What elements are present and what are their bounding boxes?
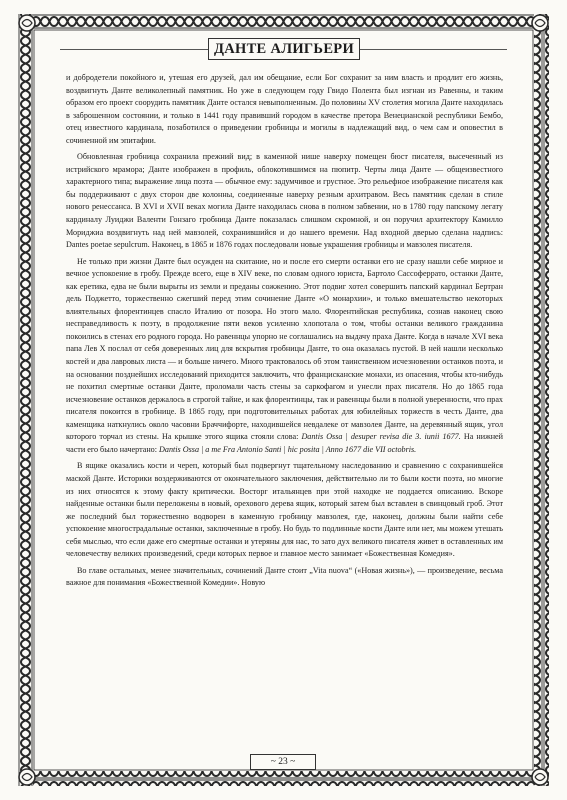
body-text (66, 72, 503, 752)
inscription-bottom: Dantis Ossa | a me Fra Antonio Santi | hic posita | Anno 1677 die VII octobris. (159, 444, 417, 454)
page-number-text: ~ 23 ~ (270, 757, 296, 767)
paragraph: и добродетели покойного и, утешая его друзей, дал им обещание, если Бог сохранит за ним власть и продлит его жизнь, воздвигнуть Данте великолепный памятник. Но уже в следующем году Гвидо Полента был изгнан из Равенны, и таким образом его проект соорудить памятник Данте остался невыполненным. До половины XV столетия могила Данте находилась в заброшенном состоянии, и только в 1441 году правивший городом в качестве претора Венецианской республики Бембо, отец известного кардинала, позаботился о приведении гробницы и могилы в надлежащий вид, о чем сам и оповестил в сочиненной им эпитафии. (66, 73, 503, 145)
paragraph: Во главе остальных, менее значительных, сочинений Данте стоит „Vita nuova“ («Новая жизнь»), — произведение, весьма важное для понимания «Божественной Комедии». Новую (66, 565, 503, 588)
page-number (250, 754, 316, 770)
paragraph: Обновленная гробница сохранила прежний вид; в каменной нише наверху помещен бюст писателя, высеченный из истрийского мрамора; Данте изображен в профиль, облокотившимся на пюпитр. Черты лица Данте — общеизвестного характерного типа; выражение лица поэта — обычное ему: задумчивое и грустное. Это рельефное изображение писателя как бы поддерживают с двух сторон две колонны, соединенные наверху резным архитравом. Весь памятник сделан в стиле нового ренессанса. В XVI и XVII веках могила Данте находилась снова в полном забвении, но в 1780 году папскому легату кардиналу Луиджи Валенти Гонзаго гробница Данте показалась слишком скромной, и он поручил архитектору Камилло Мориджиа воздвигнуть над ней мавзолей, сохранившийся и до нашего времени. Над входной дверью сделана надпись: Dantes poetae sepulcrum. Наконец, в 1865 и 1876 годах последовали новые украшения гробницы и мавзолея писателя. (66, 152, 503, 250)
paragraph (66, 256, 503, 457)
page-title: ДАНТЕ АЛИГЬЕРИ (213, 40, 355, 57)
inscription-connector: На нижней части его было начертано: (66, 432, 503, 454)
paragraph: В ящике оказались кости и череп, который был подвергнут тщательному наследованию и сравнению с сохранившейся маской Данте. Историки воздерживаются от окончательного заключения, действительно ли то были кости поэта, но многие из них относятся к этому факту критически. Восторг итальянцев при этой находке не поддается описанию. Вскоре найденные останки были переложены в новый, орехового дерева ящик, который затем был вставлен в свинцовый гроб. Этот же последний был торжественно водворен в каменную гробницу мавзолея, где, наконец, должны были найти себе успокоение многострадальные останки, заключенные в гробу. Но будь то подлинные кости Данте или нет, мы можем утешать себя мыслью, что если даже его смертные останки и утеряны для нас, то зато дух великого писателя живет в оставленных им человечеству великих произведений, среди которых первое и главное место занимает «Божественная Комедия». (66, 461, 503, 559)
inscription-lid: Dantis Ossa | desuper revisa die 3. iunii 1677. (301, 432, 461, 442)
running-header (208, 38, 360, 60)
paragraph-text: Не только при жизни Данте был осужден на скитание, но и после его смерти останки его не сразу нашли себе мирное и вечное успокоение в гробу. Прежде всего, еще в XIV веке, по словам одного юриста, Бартоло Сассоферрато, останки Данте, как еретика, едва не были вырыты из земли и преданы сожжению. Этот подвиг хотел совершить папский кардинал Бертран дель Поджетто, торжественно сжегший перед этим сочинение Данте «О монархии», и только вмешательство некоторых влиятельных флорентинцев спасло Италию от позора. Но этого мало. Флорентийская республика, сознав наконец свою несправедливость к поэту, в продолжение пяти веков усиленно хлопотала о том, чтобы останки великого гражданина покоились в стенах его родного города. Но равеннцы упорно не соглашались на выдачу праха Данте. Когда в начале XVI века папа Лев X послал от себя доверенных лиц для вскрытия гробницы Данте, то она оказалась пустой. В ней нашли несколько костей и два лавровых листа — и больше ничего. Много трактовалось об этом таинственном исчезновении останков поэта, и на основании позднейших исследований приходится заключить, что францисканские монахи, из опасения, чтобы кто-нибудь не похитил смертные останки Данте, проломали часть стены за саркофагом и унесли прах писателя. Но до 1865 года исчезновение останков держалось в строгой тайне, и как флорентинцы, так и равеннцы были в полной уверенности, что прах писателя покоится в гробнице. В 1865 году, при подготовительных работах для юбилейных торжеств в честь Данте, два каменщика наткнулись около часовни Браччифорте, находившейся невдалеке от мавзолея Данте, на деревянный ящик, угол которого торчал из стены. На крышке этого ящика стояли слова: (66, 256, 503, 442)
